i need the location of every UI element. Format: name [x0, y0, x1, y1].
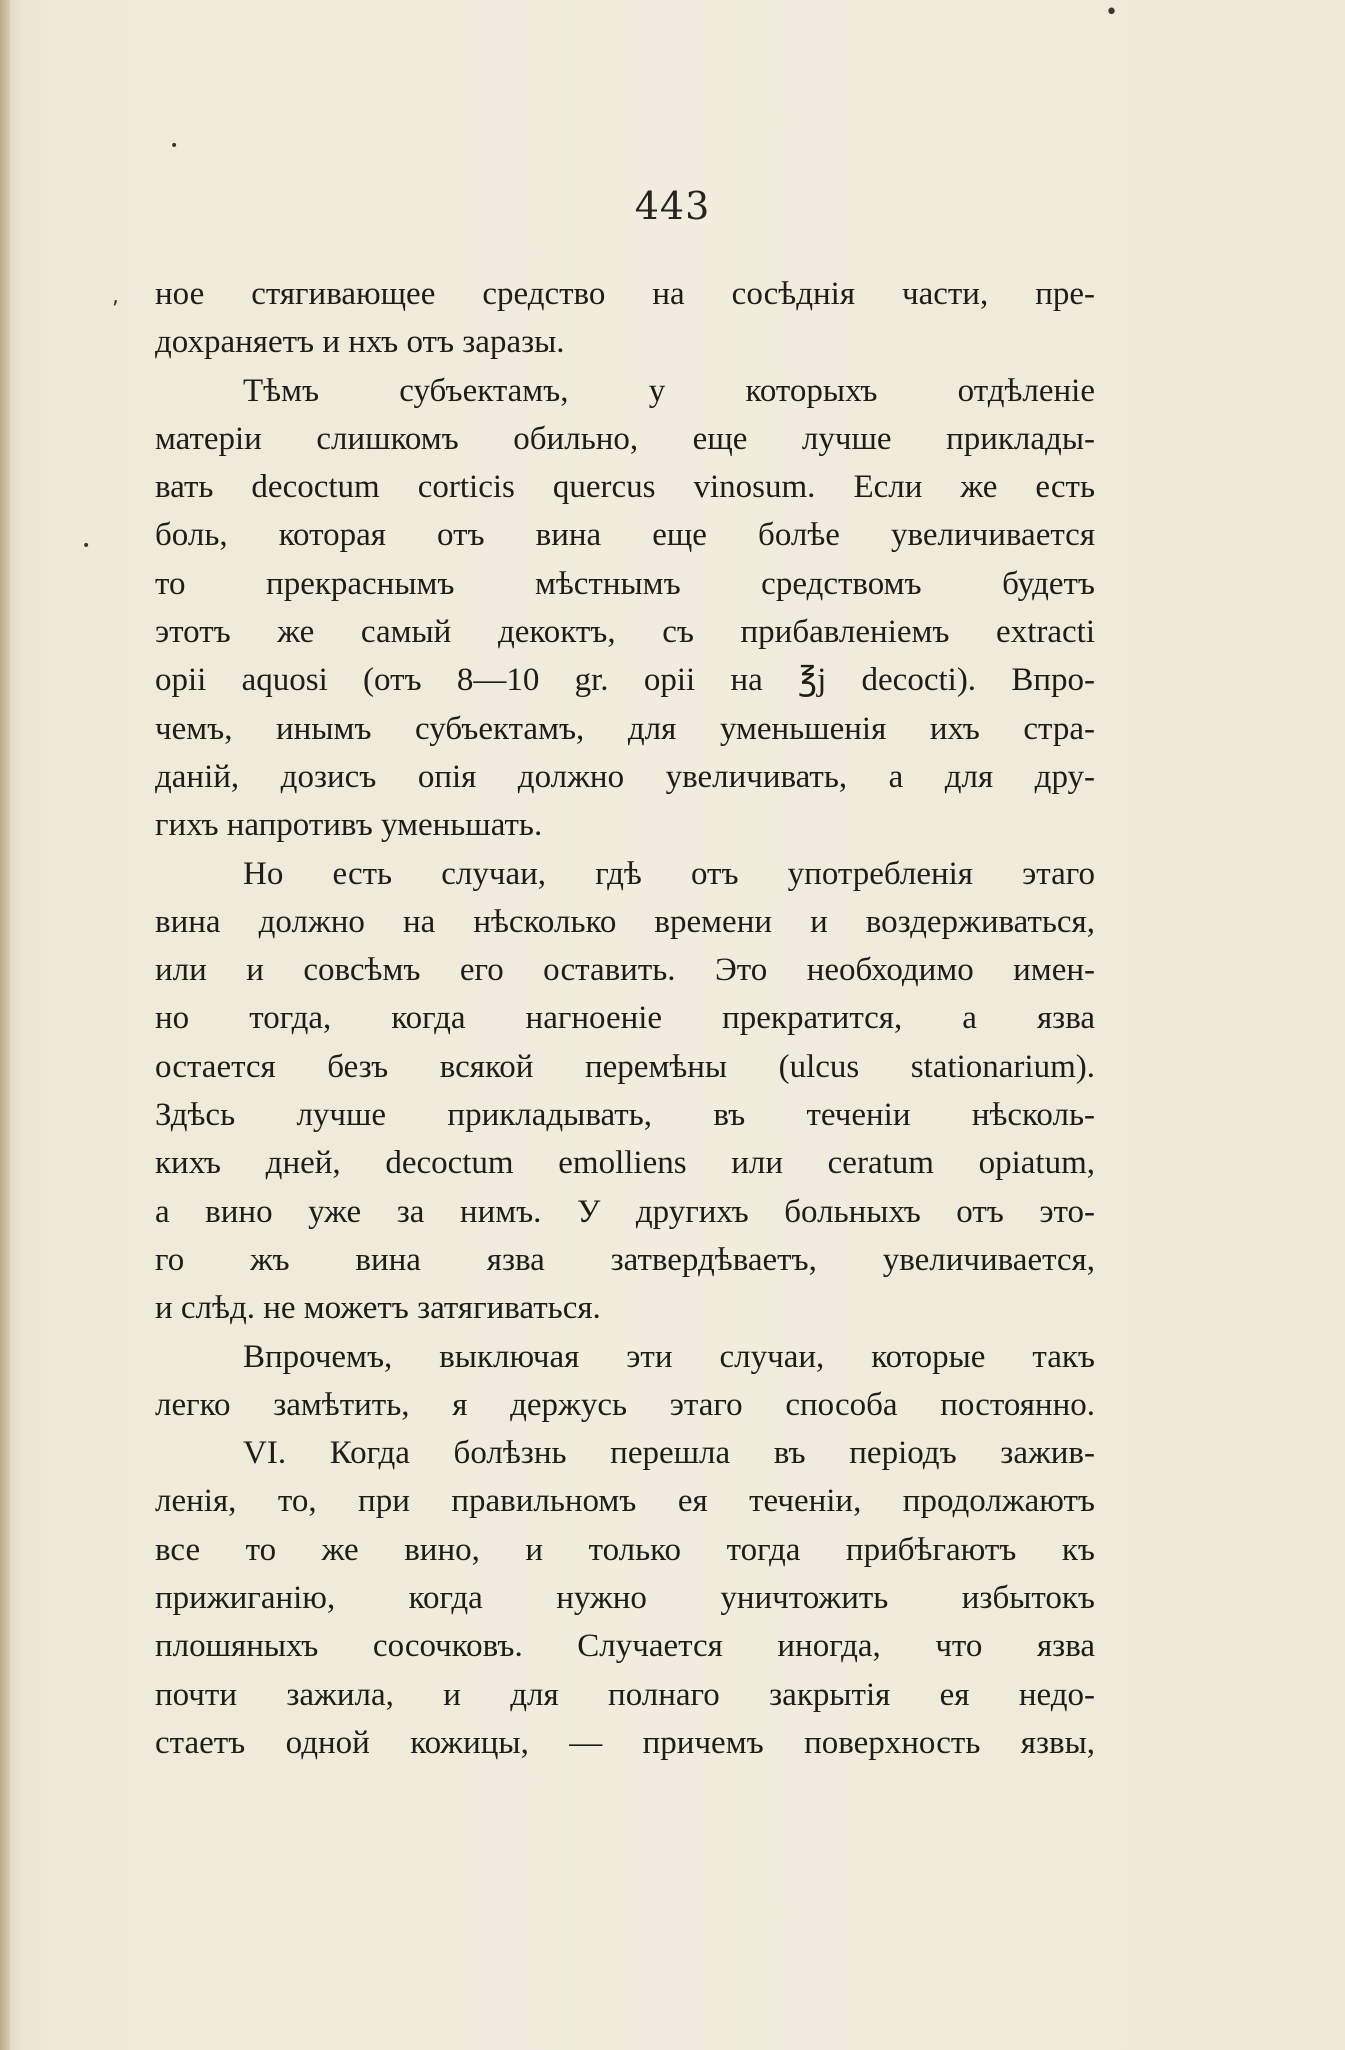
- text-line: Тѣмъ субъектамъ, у которыхъ отдѣленіе: [243, 372, 1095, 409]
- text-line: легко замѣтить, я держусь этаго способа постоянно.: [155, 1386, 1095, 1423]
- text-line: VI. Когда болѣзнь перешла въ періодъ зажив-: [243, 1435, 1095, 1472]
- dot-mark: •: [170, 138, 179, 154]
- text-line: гихъ напротивъ уменьшать.: [155, 807, 543, 844]
- text-line: opii aquosi (отъ 8—10 gr. opii на ℥j decocti). Впро-: [155, 662, 1095, 699]
- comma-mark: ,: [112, 284, 119, 309]
- dot-mark: •: [82, 538, 91, 554]
- text-line: даній, дозисъ опія должно увеличивать, а для дру-: [155, 758, 1095, 795]
- text-line: кихъ дней, decoctum emolliens или ceratum opiatum,: [155, 1145, 1095, 1182]
- text-line: все то же вино, и только тогда прибѣгаютъ къ: [155, 1531, 1095, 1568]
- text-line: а вино уже за нимъ. У другихъ больныхъ отъ это-: [155, 1193, 1095, 1230]
- text-line: или и совсѣмъ его оставить. Это необходимо имен-: [155, 952, 1095, 989]
- body-text: [155, 270, 1095, 1767]
- text-line: ное стягивающее средство на сосѣднія части, пре-: [155, 276, 1095, 312]
- text-line: вина должно на нѣсколько времени и воздерживаться,: [155, 903, 1095, 940]
- text-line: Но есть случаи, гдѣ отъ употребленія этаго: [243, 855, 1095, 892]
- text-line: Впрочемъ, выключая эти случаи, которые такъ: [243, 1338, 1095, 1375]
- text-line: прижиганію, когда нужно уничтожить избытокъ: [155, 1580, 1095, 1617]
- page-gutter: [0, 0, 10, 2050]
- text-line: матеріи слишкомъ обильно, еще лучше приклады-: [155, 420, 1095, 457]
- text-line: то прекраснымъ мѣстнымъ средствомъ будетъ: [155, 565, 1095, 602]
- text-line: ленія, то, при правильномъ ея теченіи, продолжаютъ: [155, 1483, 1095, 1520]
- text-line: но тогда, когда нагноеніе прекратится, а язва: [155, 1000, 1095, 1037]
- text-line: этотъ же самый декоктъ, съ прибавленіемъ extracti: [155, 614, 1095, 651]
- text-line: стаетъ одной кожицы, — причемъ поверхность язвы,: [155, 1724, 1095, 1761]
- text-line: остается безъ всякой перемѣны (ulcus stationarium).: [155, 1048, 1095, 1085]
- text-line: дохраняетъ и нхъ отъ заразы.: [155, 324, 565, 361]
- page-number: 443: [634, 184, 711, 228]
- text-line: и слѣд. не можетъ затягиваться.: [155, 1290, 601, 1327]
- dot-mark: •: [1105, 0, 1118, 25]
- text-line: вать decoctum corticis quercus vinosum. Если же есть: [155, 469, 1095, 506]
- text-line: почти зажила, и для полнаго закрытія ея недо-: [155, 1676, 1095, 1713]
- text-line: плошяныхъ сосочковъ. Случается иногда, что язва: [155, 1628, 1095, 1665]
- text-line: чемъ, инымъ субъектамъ, для уменьшенія ихъ стра-: [155, 710, 1095, 747]
- text-line: Здѣсь лучше прикладывать, въ теченіи нѣсколь-: [155, 1097, 1095, 1134]
- text-line: боль, которая отъ вина еще болѣе увеличивается: [155, 517, 1095, 554]
- text-line: го жъ вина язва затвердѣваетъ, увеличивается,: [155, 1241, 1095, 1278]
